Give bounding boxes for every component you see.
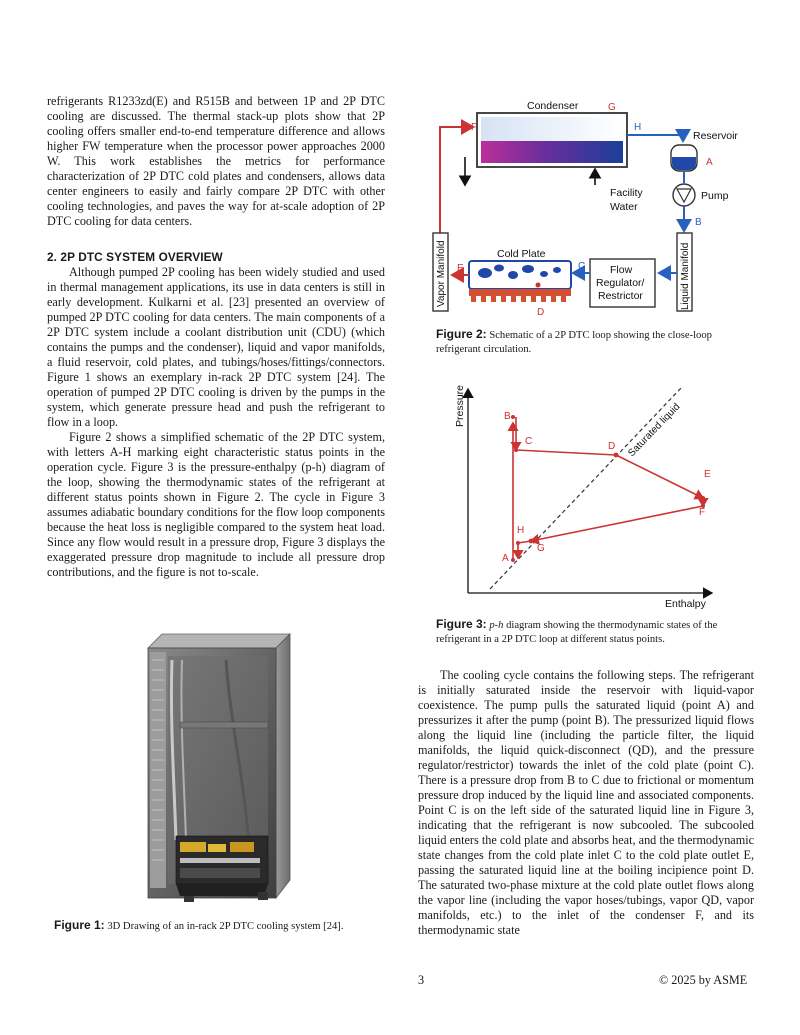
facility-water-label-1: Facility xyxy=(610,187,643,199)
ph-point-e: E xyxy=(704,469,711,480)
ph-point-b: B xyxy=(504,411,511,422)
cooling-cycle-paragraph: The cooling cycle contains the following steps. The refrigerant is initially saturated inside the reservoir with liquid-vapor coexistence. The pump pulls the saturated liquid (point A) and pressurizes it after the pump (point B). The pressurized liquid flows along the liquid line (including the particle filter, the liquid manifolds, the liquid quick-disconnect (QD), and the pressure regulator/restrictor) towards the inlet of the cold plate (point C). There is a pressure drop from B to C due to frictional or momentum pressure drop induced by the liquid line and associated components. Point C is on the left side of the saturated liquid line in Figure 3, indicating that the refrigerant is now subcooled. The subcooled liquid enters the cold plate and absorbs heat, and the thermodynamic state changes from the cold plate inlet C to the cold plate outlet E, passing the saturated liquid line at the boiling incipience point D. The saturated two-phase mixture at the cold plate outlet flows along the vapor line (including the vapor hoses/tubings, vapor QD, vapor manifolds, etc.) to the inlet of the condenser F, and its thermodynamic state xyxy=(418,668,754,937)
figure1-rack-drawing xyxy=(140,630,300,915)
reservoir-label: Reservoir xyxy=(693,130,738,142)
condenser-label: Condenser xyxy=(527,100,579,112)
figure1-label: Figure 1: xyxy=(54,918,105,932)
figure2-schematic xyxy=(425,95,760,325)
overview-paragraph-2: Figure 2 shows a simplified schematic of the 2P DTC system, with letters A-H marking eight characteristic status points in the operation cycle. Figure 3 is the pressure-enthalpy (p-h) diagram of the loop, showing the thermodynamic states of the refrigerant at different status points shown in Figure 2. The cycle in Figure 3 assumes adiabatic boundary conditions for the flow loop components because the heat loss is negligible compared to the system heat load. Since any flow would result in a pressure drop, Figure 3 displays the exaggerated pressure drop magnitude to include all pressure drop contributions, and the figure is not to-scale. xyxy=(47,430,385,579)
figure3-label: Figure 3: xyxy=(436,617,487,631)
regulator-label-1: Flow xyxy=(610,264,633,276)
liquid-manifold-label: Liquid Manifold xyxy=(680,242,691,310)
point-b: B xyxy=(695,217,702,228)
pump-label: Pump xyxy=(701,190,729,202)
intro-paragraph: refrigerants R1233zd(E) and R515B and between 1P and 2P DTC cooling are discussed. The thermal stack-up plots show that 2P cooling offers smaller end-to-end temperature difference and allows higher FW temperature when the processor power approaches 2000 W. This work establishes the metrics for performance characterization of 2P DTC cold plates and condensers, allows data center engineers to easily and fairly compare 2P DTC with other cooling technologies, and paves the way for at-scale adoption of 2P DTC cooling for data centers. xyxy=(47,94,385,228)
x-axis-label: Enthalpy xyxy=(665,598,706,610)
left-column xyxy=(47,94,385,580)
figure2-caption xyxy=(436,327,746,357)
overview-paragraph-1: Although pumped 2P cooling has been widely studied and used in thermal management applications, its use in data centers is still in early development. Kulkarni et al. [23] presented an overview of pumped 2P DTC cooling for data centers. The main components of a 2P DTC system include a coolant distribution unit (CDU) (which contains the pumps and the condenser), liquid and vapor manifolds, a fluid reservoir, cold plates, and tubings/hoses/fittings/connectors. Figure 1 shows an exemplary in-rack 2P DTC system [24]. The operation of pumped 2P DTC cooling is driven by the pumps in the system, which generate pressure head and push the refrigerant to flow in a loop. xyxy=(47,265,385,429)
figure1-caption-text: 3D Drawing of an in-rack 2P DTC cooling system [24]. xyxy=(104,921,344,932)
point-f: F xyxy=(471,122,478,133)
ph-point-c: C xyxy=(525,436,533,447)
regulator-label-2: Regulator/ xyxy=(596,277,645,289)
path-d-e xyxy=(616,455,703,498)
right-column xyxy=(418,668,754,938)
ph-point-g: G xyxy=(537,543,545,554)
path-f-g xyxy=(531,506,706,541)
point-e: E xyxy=(457,263,464,274)
saturated-liquid-line xyxy=(490,387,682,589)
copyright: © 2025 by ASME xyxy=(659,973,748,987)
y-axis-label: Pressure xyxy=(454,384,466,427)
figure3-ph-diagram xyxy=(450,375,725,615)
saturated-liquid-label: Saturated liquid xyxy=(626,401,683,460)
facility-water-label-2: Water xyxy=(610,201,638,213)
ph-point-f: F xyxy=(699,507,706,518)
figure3-caption xyxy=(436,617,746,647)
page-number: 3 xyxy=(418,973,425,987)
figure2-label: Figure 2: xyxy=(436,327,487,341)
figure3-caption-italic: p-h xyxy=(489,620,504,631)
section-heading: 2. 2P DTC SYSTEM OVERVIEW xyxy=(47,250,223,264)
path-c-d xyxy=(516,450,616,455)
ph-point-a: A xyxy=(502,553,509,564)
vapor-manifold-label: Vapor Manifold xyxy=(436,240,447,307)
ph-point-h: H xyxy=(517,525,525,536)
point-g: G xyxy=(608,102,616,113)
figure2-caption-text: Schematic of a 2P DTC loop showing the close-loop refrigerant circulation. xyxy=(436,330,712,355)
point-a: A xyxy=(706,157,713,168)
figure1-caption xyxy=(54,918,394,934)
regulator-label-3: Restrictor xyxy=(598,290,643,302)
point-h: H xyxy=(634,122,642,133)
figure3-caption-text: diagram showing the thermodynamic states of the refrigerant in a 2P DTC loop at different status points. xyxy=(436,620,718,645)
point-d: D xyxy=(537,307,545,318)
point-c: C xyxy=(578,261,586,272)
ph-point-d: D xyxy=(608,441,616,452)
cold-plate-label: Cold Plate xyxy=(497,248,546,260)
